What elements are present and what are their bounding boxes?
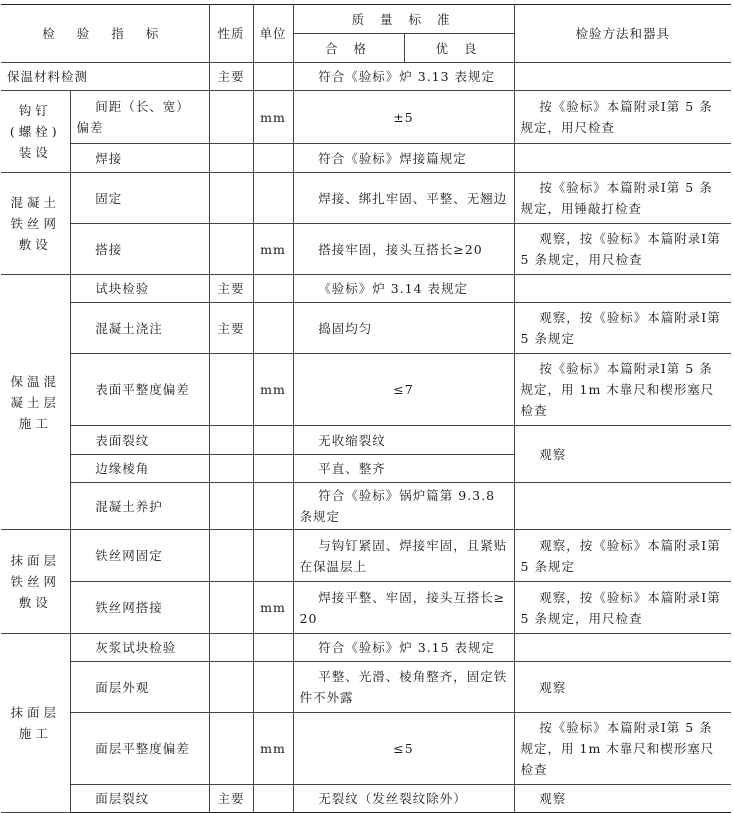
group-label: 抹面层铁丝网敷设 bbox=[1, 530, 70, 634]
row-unit bbox=[253, 455, 293, 483]
header-unit: 单位 bbox=[253, 5, 293, 63]
table-row bbox=[1, 275, 731, 303]
row-nature bbox=[209, 173, 253, 224]
row-method: 观察 bbox=[514, 426, 731, 483]
row-unit bbox=[253, 426, 293, 455]
table-row bbox=[1, 354, 731, 426]
row-nature: 主要 bbox=[209, 63, 253, 91]
table-row bbox=[1, 634, 731, 662]
row-method: 观察，按《验标》本篇附录Ⅰ第 5 条规定，用尺检查 bbox=[514, 582, 731, 634]
row-standard: 符合《验标》炉 3.15 表规定 bbox=[293, 634, 514, 662]
table-row bbox=[1, 173, 731, 224]
row-item: 混凝土养护 bbox=[70, 483, 209, 530]
row-unit bbox=[253, 303, 293, 354]
row-unit bbox=[253, 662, 293, 713]
group-label: 保温混凝土层施工 bbox=[1, 275, 70, 530]
table-row bbox=[1, 662, 731, 713]
row-item: 固定 bbox=[70, 173, 209, 224]
row-item: 面层裂纹 bbox=[70, 785, 209, 813]
row-unit: mm bbox=[253, 713, 293, 785]
row-nature bbox=[209, 455, 253, 483]
table-row bbox=[1, 91, 731, 144]
row-standard: 捣固均匀 bbox=[293, 303, 514, 354]
row-method: 按《验标》本篇附录Ⅰ第 5 条规定，用尺检查 bbox=[514, 91, 731, 144]
row-standard: 《验标》炉 3.14 表规定 bbox=[293, 275, 514, 303]
row-method: 按《验标》本篇附录Ⅰ第 5 条规定，用 1m 木靠尺和楔形塞尺检查 bbox=[514, 354, 731, 426]
row-nature bbox=[209, 426, 253, 455]
row-standard: 平直、整齐 bbox=[293, 455, 514, 483]
row-nature: 主要 bbox=[209, 303, 253, 354]
row-nature bbox=[209, 91, 253, 144]
row-item: 铁丝网固定 bbox=[70, 530, 209, 582]
row-standard: 无收缩裂纹 bbox=[293, 426, 514, 455]
header-pass: 合 格 bbox=[293, 34, 404, 63]
row-method bbox=[514, 483, 731, 530]
header-quality: 质 量 标 准 bbox=[293, 5, 514, 34]
row-method: 按《验标》本篇附录Ⅰ第 5 条规定，用锤敲打检查 bbox=[514, 173, 731, 224]
row-item: 铁丝网搭接 bbox=[70, 582, 209, 634]
row-nature bbox=[209, 713, 253, 785]
row-item: 焊接 bbox=[70, 144, 209, 173]
table-row bbox=[1, 303, 731, 354]
row-method: 观察，按《验标》本篇附录Ⅰ第 5 条规定，用尺检查 bbox=[514, 224, 731, 275]
table-row bbox=[1, 63, 731, 91]
row-standard: 焊接平整、牢固，接头互搭长≥20 bbox=[293, 582, 514, 634]
row-nature: 主要 bbox=[209, 275, 253, 303]
row-unit bbox=[253, 275, 293, 303]
row-item: 面层外观 bbox=[70, 662, 209, 713]
row-standard: 无裂纹（发丝裂纹除外） bbox=[293, 785, 514, 813]
table-row bbox=[1, 785, 731, 813]
row-unit: mm bbox=[253, 224, 293, 275]
row-unit bbox=[253, 483, 293, 530]
row-nature bbox=[209, 354, 253, 426]
header-nature: 性质 bbox=[209, 5, 253, 63]
row-standard: 平整、光滑、棱角整齐，固定铁件不外露 bbox=[293, 662, 514, 713]
header-excellent: 优 良 bbox=[404, 34, 514, 63]
row-nature bbox=[209, 144, 253, 173]
table-row bbox=[1, 483, 731, 530]
row-unit: mm bbox=[253, 91, 293, 144]
row-standard: ±5 bbox=[293, 91, 514, 144]
row-nature: 主要 bbox=[209, 785, 253, 813]
row-item: 面层平整度偏差 bbox=[70, 713, 209, 785]
group-label: 混凝土铁丝网敷设 bbox=[1, 173, 70, 275]
table-row bbox=[1, 582, 731, 634]
row-method bbox=[514, 144, 731, 173]
table-row bbox=[1, 713, 731, 785]
row-item: 搭接 bbox=[70, 224, 209, 275]
row-unit bbox=[253, 785, 293, 813]
row-method bbox=[514, 634, 731, 662]
row-nature bbox=[209, 582, 253, 634]
row-unit bbox=[253, 63, 293, 91]
row-nature bbox=[209, 634, 253, 662]
row-item: 保温材料检测 bbox=[1, 63, 209, 91]
group-label: 抹面层施工 bbox=[1, 634, 70, 813]
row-unit: mm bbox=[253, 354, 293, 426]
inspection-standards-table bbox=[1, 4, 731, 813]
row-item: 表面平整度偏差 bbox=[70, 354, 209, 426]
row-standard: 焊接、绑扎牢固、平整、无翘边 bbox=[293, 173, 514, 224]
table-row bbox=[1, 144, 731, 173]
row-unit bbox=[253, 530, 293, 582]
row-method: 观察 bbox=[514, 785, 731, 813]
row-method: 观察，按《验标》本篇附录Ⅰ第 5 条规定 bbox=[514, 530, 731, 582]
row-standard: 搭接牢固，接头互搭长≥20 bbox=[293, 224, 514, 275]
row-standard: 符合《验标》炉 3.13 表规定 bbox=[293, 63, 514, 91]
row-item: 试块检验 bbox=[70, 275, 209, 303]
table-row bbox=[1, 224, 731, 275]
row-standard: ≤5 bbox=[293, 713, 514, 785]
row-method bbox=[514, 275, 731, 303]
group-label: 钩钉(螺栓)装设 bbox=[1, 91, 70, 173]
row-standard: 符合《验标》焊接篇规定 bbox=[293, 144, 514, 173]
header-item: 检 验 指 标 bbox=[1, 5, 209, 63]
row-unit: mm bbox=[253, 582, 293, 634]
row-standard: ≤7 bbox=[293, 354, 514, 426]
row-method: 观察，按《验标》本篇附录Ⅰ第 5 条规定 bbox=[514, 303, 731, 354]
row-nature bbox=[209, 662, 253, 713]
row-item: 边缘棱角 bbox=[70, 455, 209, 483]
row-standard: 与钩钉紧固、焊接牢固，且紧贴在保温层上 bbox=[293, 530, 514, 582]
row-method bbox=[514, 63, 731, 91]
row-unit bbox=[253, 173, 293, 224]
row-method: 观察 bbox=[514, 662, 731, 713]
row-nature bbox=[209, 530, 253, 582]
row-nature bbox=[209, 483, 253, 530]
table-row bbox=[1, 426, 731, 455]
row-unit bbox=[253, 634, 293, 662]
row-method: 按《验标》本篇附录Ⅰ第 5 条规定，用 1m 木靠尺和楔形塞尺检查 bbox=[514, 713, 731, 785]
row-nature bbox=[209, 224, 253, 275]
row-unit bbox=[253, 144, 293, 173]
table-row bbox=[1, 530, 731, 582]
header-method: 检验方法和器具 bbox=[514, 5, 731, 63]
row-standard: 符合《验标》锅炉篇第 9.3.8 条规定 bbox=[293, 483, 514, 530]
row-item: 表面裂纹 bbox=[70, 426, 209, 455]
row-item: 间距（长、宽）偏差 bbox=[70, 91, 209, 144]
row-item: 灰浆试块检验 bbox=[70, 634, 209, 662]
row-item: 混凝土浇注 bbox=[70, 303, 209, 354]
